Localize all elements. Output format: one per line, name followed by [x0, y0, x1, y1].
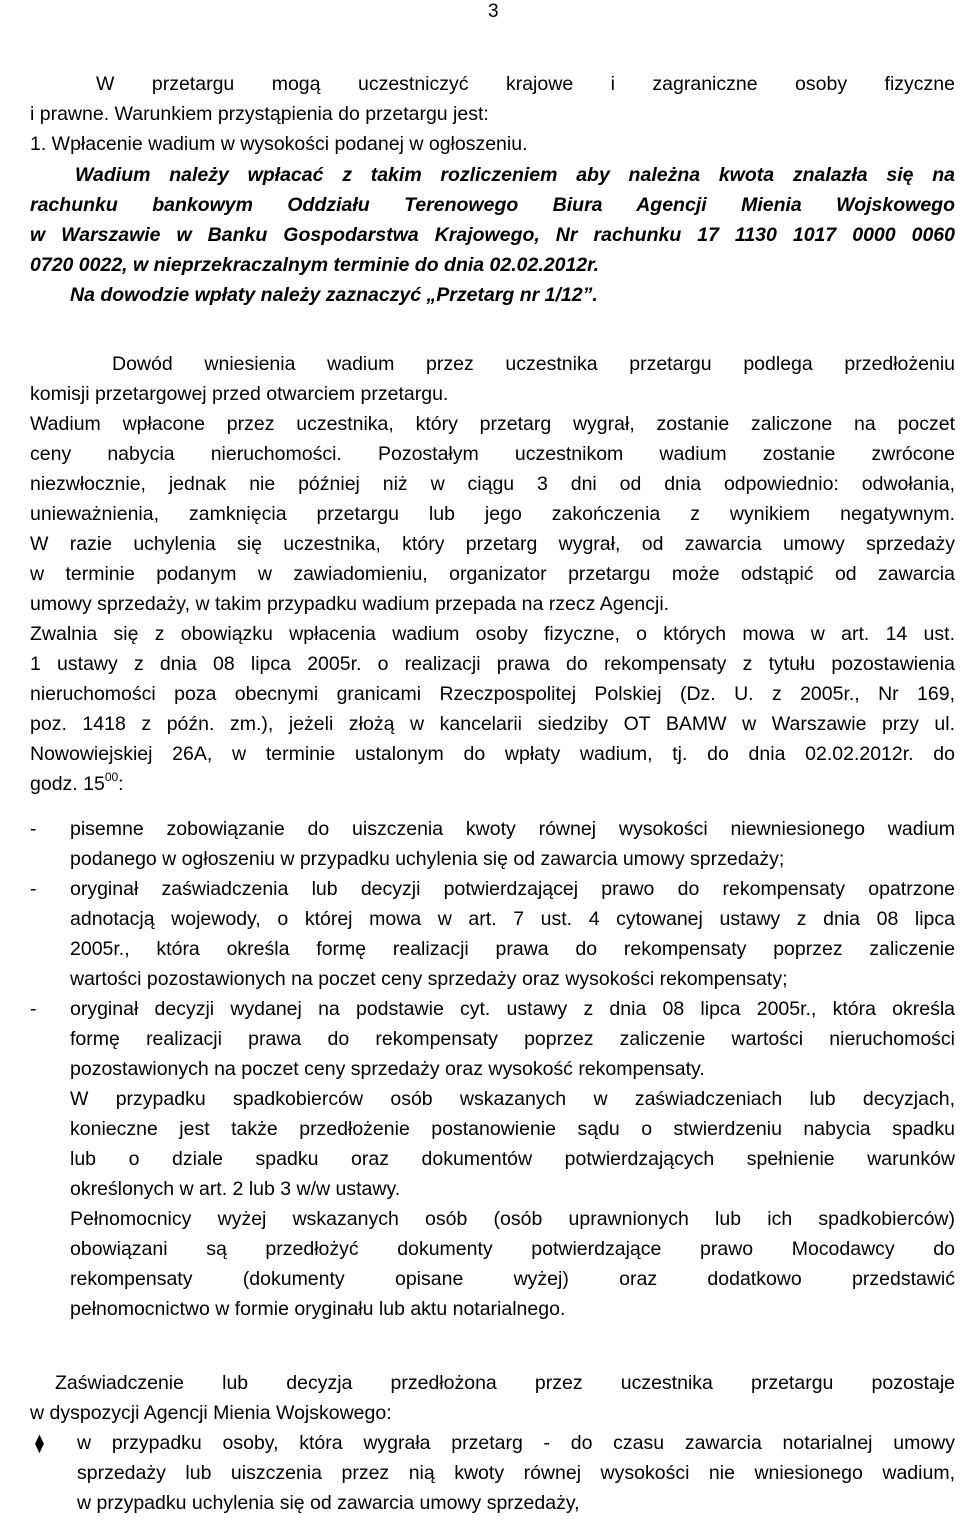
list-item: [30, 1428, 955, 1518]
list-item-line: oryginał zaświadczenia lub decyzji potwierdzającej prawo do rekompensaty opatrzone: [70, 878, 955, 900]
retention-line: w dyspozycji Agencji Mienia Wojskowego:: [30, 1402, 392, 1424]
body-line: Zwalnia się z obowiązku wpłacenia wadium osoby fizyczne, o których mowa w art. 14 ust.: [30, 623, 955, 645]
list-item-line: wartości pozostawionych na poczet ceny sprzedaży oraz wysokości rekompensaty;: [70, 968, 788, 990]
retention-paragraph: [30, 1368, 955, 1518]
retention-line: Zaświadczenie lub decyzja przedłożona przez uczestnika przetargu pozostaje: [55, 1372, 955, 1394]
body-line: W razie uchylenia się uczestnika, który przetarg wygrał, od zawarcia umowy sprzedaży: [30, 533, 955, 555]
bullet-line: w przypadku uchylenia się od zawarcia umowy sprzedaży,: [77, 1492, 580, 1514]
deadline-minutes: 00: [104, 770, 119, 784]
attorneys-line: Pełnomocnicy wyżej wskazanych osób (osób uprawnionych lub ich spadkobierców): [70, 1208, 955, 1230]
deposit-account-info: [30, 160, 955, 310]
attorneys-paragraph: [30, 1204, 955, 1324]
body-line: Wadium wpłacone przez uczestnika, który przetarg wygrał, zostanie zaliczone na poczet: [30, 413, 955, 435]
list-item-line: pisemne zobowiązanie do uiszczenia kwoty równej wysokości niewniesionego wadium: [70, 818, 955, 840]
body-line: umowy sprzedaży, w takim przypadku wadium przepada na rzecz Agencji.: [30, 593, 670, 615]
body-line: 1 ustawy z dnia 08 lipca 2005r. o realizacji prawa do rekompensaty z tytułu pozostawienia: [30, 653, 955, 675]
attorneys-line: pełnomocnictwo w formie oryginału lub aktu notarialnego.: [70, 1298, 566, 1320]
heirs-paragraph: [30, 1084, 955, 1204]
body-line: [30, 769, 955, 799]
body-line: w terminie podanym w zawiadomieniu, organizator przetargu może odstąpić od zawarcia: [30, 563, 955, 585]
body-line: komisji przetargowej przed otwarciem przetargu.: [30, 383, 449, 405]
dash-marker: -: [30, 878, 37, 900]
body-line: poz. 1418 z późn. zm.), jeżeli złożą w kancelarii siedziby OT BAMW w Warszawie przy ul.: [30, 713, 955, 735]
heirs-line: określonych w art. 2 lub 3 w/w ustawy.: [70, 1178, 401, 1200]
body-line: ceny nabycia nieruchomości. Pozostałym uczestnikom wadium zostanie zwrócone: [30, 443, 955, 465]
dash-marker: -: [30, 818, 37, 840]
body-line: unieważnienia, zamknięcia przetargu lub jego zakończenia z wynikiem negatywnym.: [30, 503, 955, 525]
required-documents-list: [30, 814, 955, 1324]
body-line: Dowód wniesienia wadium przez uczestnika przetargu podlega przedłożeniu: [112, 353, 955, 375]
deadline-hour: godz. 15: [30, 773, 105, 795]
list-item: [30, 874, 955, 994]
attorneys-line: rekompensaty (dokumenty opisane wyżej) oraz dodatkowo przedstawić: [70, 1268, 955, 1290]
deposit-line: rachunku bankowym Oddziału Terenowego Biura Agencji Mienia Wojskowego: [30, 194, 955, 216]
list-item-line: formę realizacji prawa do rekompensaty poprzez zaliczenie wartości nieruchomości: [70, 1028, 955, 1050]
list-item-line: oryginał decyzji wydanej na podstawie cyt. ustawy z dnia 08 lipca 2005r., która określa: [70, 998, 955, 1020]
page-number: 3: [488, 1, 499, 22]
list-item: [30, 814, 955, 874]
heirs-line: konieczne jest także przedłożenie postanowienie sądu o stwierdzeniu nabycia spadku: [70, 1118, 955, 1140]
deposit-rules: [30, 349, 955, 799]
colon: :: [118, 773, 124, 795]
list-item-line: adnotacją wojewody, o której mowa w art. 7 ust. 4 cytowanej ustawy z dnia 08 lipca: [70, 908, 955, 930]
body-line: niezwłocznie, jednak nie później niż w ciągu 3 dni od dnia odpowiednio: odwołania,: [30, 473, 955, 495]
body-line: nieruchomości poza obecnymi granicami Rzeczpospolitej Polskiej (Dz. U. z 2005r., Nr 169,: [30, 683, 955, 705]
diamond-bullet-icon: ⧫: [35, 1433, 44, 1453]
deposit-line: w Warszawie w Banku Gospodarstwa Krajowego, Nr rachunku 17 1130 1017 0000 0060: [30, 224, 955, 246]
intro-line: i prawne. Warunkiem przystąpienia do przetargu jest:: [30, 103, 489, 125]
payment-reference-note: Na dowodzie wpłaty należy zaznaczyć „Przetarg nr 1/12”.: [70, 284, 598, 306]
body-line: Nowowiejskiej 26A, w terminie ustalonym do wpłaty wadium, tj. do dnia 02.02.2012r. do: [30, 743, 955, 765]
list-item-line: 2005r., która określa formę realizacji prawa do rekompensaty poprzez zaliczenie: [70, 938, 955, 960]
list-item-line: podanego w ogłoszeniu w przypadku uchylenia się od zawarcia umowy sprzedaży;: [70, 848, 785, 870]
intro-line: W przetargu mogą uczestniczyć krajowe i zagraniczne osoby fizyczne: [96, 73, 955, 95]
heirs-line: W przypadku spadkobierców osób wskazanych w zaświadczeniach lub decyzjach,: [70, 1088, 955, 1110]
list-item-line: pozostawionych na poczet ceny sprzedaży oraz wysokość rekompensaty.: [70, 1058, 705, 1080]
dash-marker: -: [30, 998, 37, 1020]
heirs-line: lub o dziale spadku oraz dokumentów potwierdzających spełnienie warunków: [70, 1148, 955, 1170]
bullet-line: sprzedaży lub uiszczenia przez nią kwoty równej wysokości nie wniesionego wadium,: [77, 1462, 955, 1484]
intro-item-1: 1. Wpłacenie wadium w wysokości podanej w ogłoszeniu.: [30, 133, 528, 155]
deposit-line: Wadium należy wpłacać z takim rozliczeniem aby należna kwota znalazła się na: [75, 164, 955, 186]
deposit-deadline: 0720 0022, w nieprzekraczalnym terminie do dnia 02.02.2012r.: [30, 254, 600, 276]
attorneys-line: obowiązani są przedłożyć dokumenty potwierdzające prawo Mocodawcy do: [70, 1238, 955, 1260]
list-item: [30, 994, 955, 1084]
intro-paragraph: [30, 69, 955, 159]
bullet-line: w przypadku osoby, która wygrała przetarg - do czasu zawarcia notarialnej umowy: [77, 1432, 955, 1454]
